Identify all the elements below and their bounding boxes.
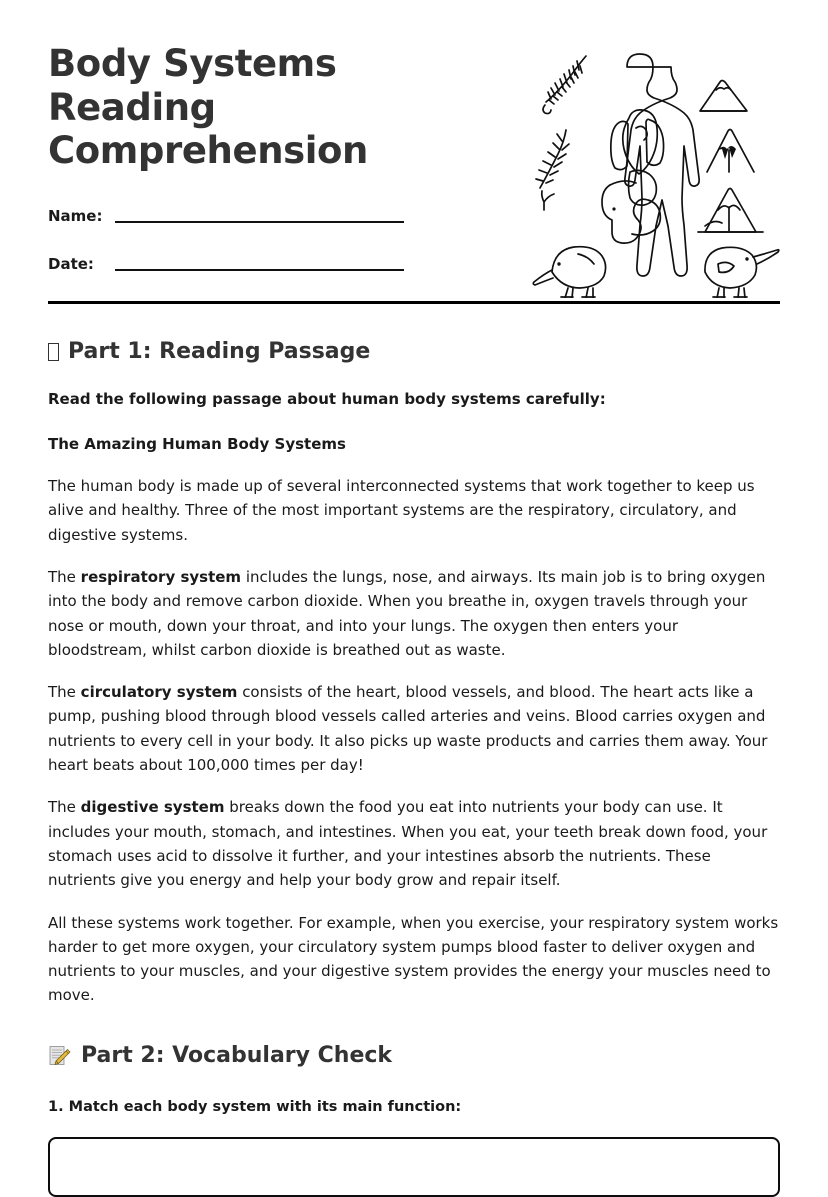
date-field-label: Date: [48,254,94,273]
part-1-instruction: Read the following passage about human body systems carefully: [48,389,606,408]
name-field-label: Name: [48,206,103,225]
passage-title: The Amazing Human Body Systems [48,435,346,454]
worksheet-header [48,0,780,273]
passage-paragraph: The human body is made up of several interconnected systems that work together to keep us alive and healthy. Three of the most important systems are the respiratory, circulatory, and digestive systems. [48,477,755,544]
part-1-section [48,338,780,1008]
mountain-mid [707,130,754,173]
part-1-heading [48,338,780,367]
kiwi-bird-left [533,247,605,298]
question-1-answer-box[interactable] [48,1137,780,1197]
passage-paragraph: All these systems work together. For example, when you exercise, your respiratory system works harder to get more oxygen, your circulatory system pumps blood faster to deliver oxygen and nutrients to your muscles, and your digestive system provides the energy your muscles need to move. [48,913,779,1005]
part-1-heading-label: Part 1: Reading Passage [68,338,371,364]
header-divider [48,301,780,304]
reading-passage [48,474,780,1008]
memo-icon [48,1044,72,1068]
part-2-heading [48,1042,780,1071]
mountain-near [698,189,763,233]
date-write-in-line[interactable] [115,269,404,271]
organs-group [602,110,664,243]
body-outline-shape [625,54,699,276]
mountain-far [700,81,747,112]
part-2-section [48,1042,780,1197]
passage-paragraph: The respiratory system includes the lungs, nose, and airways. Its main job is to bring oxygen into the body and remove carbon dioxide. When you breathe in, oxygen travels through your nose or mouth, down your throat, and into your lungs. The oxygen then enters your bloodstream, whilst carbon dioxide is breathed out as waste. [48,567,766,659]
human-body-systems-illustration [532,50,792,298]
silver-fern-lower [536,130,569,210]
silver-fern-upper [543,56,586,114]
kiwi-bird-right [705,247,779,298]
page-title: Body Systems Reading Comprehension [48,42,368,173]
part-2-heading-label: Part 2: Vocabulary Check [81,1042,393,1068]
name-write-in-line[interactable] [115,221,404,223]
passage-paragraph: The digestive system breaks down the food you eat into nutrients your body can use. It includes your mouth, stomach, and intestines. When you eat, your teeth break down food, your stomach uses acid to dissolve it further, and your intestines absorb the nutrients. These nutrients give you energy and help your body grow and repair itself. [48,798,768,890]
passage-paragraph: The circulatory system consists of the heart, blood vessels, and blood. The heart acts like a pump, pushing blood through blood vessels called arteries and veins. Blood carries oxygen and nutrients to every cell in your body. It also picks up waste products and carries them away. Your heart beats about 100,000 times per day! [48,683,768,775]
missing-glyph-box-icon [48,343,59,361]
question-1-label: 1. Match each body system with its main function: [48,1099,462,1116]
